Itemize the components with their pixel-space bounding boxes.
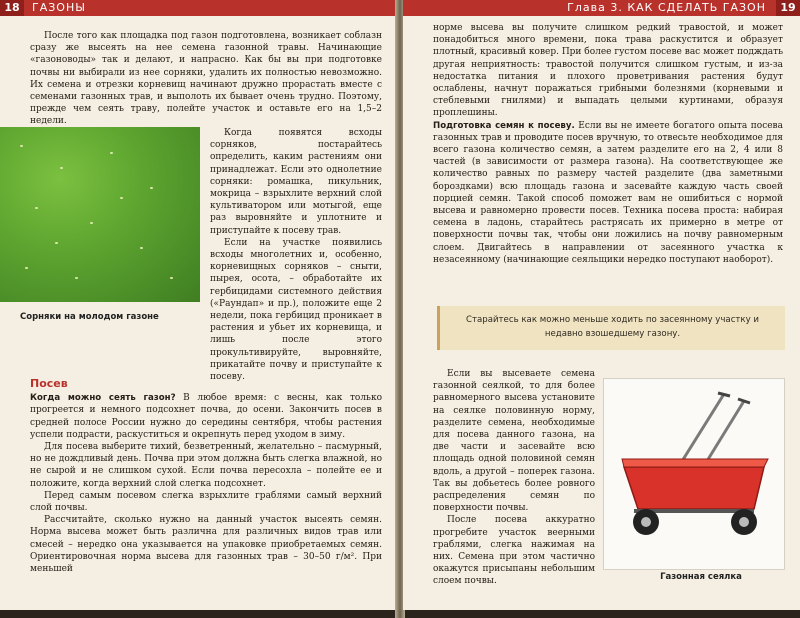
prep-paragraph — [433, 120, 783, 266]
left-header-title: ГАЗОНЫ — [32, 1, 86, 14]
continued-paragraph: норме высева вы получите слишком редкий травостой, и может понадобиться много времени, пока трава раскустится и образует плотный, красивый ковер. При более густом посеве вас может подждать другая неприятность: травостой получится слишком густым, и из-за недостатка питания и плохого проветривания растения будут ослаблены, начнут поражаться грибными болезнями (корневыми и стеблевыми гнилями) и выпадать целыми куртинами, образуя проплешины. — [433, 23, 783, 119]
right-page — [403, 0, 800, 610]
intro-text-block — [30, 30, 382, 128]
section-title-sowing: Посев — [30, 377, 68, 390]
left-page — [0, 0, 397, 610]
weeds-paragraph-2: Если на участке появились всходы многолетних и, особенно, корневищных сорняков – сныти, пырея, осота, – обработайте их гербицидами системного действия («Раундап» и пр.), положите еще 2 недели, пока гербицид проникает в растения и убьет их корневища, и лишь после этого прокультивируйте, выровняйте, прикатайте почву и приступайте к посеву. — [210, 237, 382, 383]
right-header-title: Глава 3. КАК СДЕЛАТЬ ГАЗОН — [567, 1, 766, 14]
right-page-header — [403, 0, 800, 16]
tip-box-text: Старайтесь как можно меньше ходить по засеянному участку и недавно взошедшему газону. — [465, 315, 760, 339]
weather-paragraph: Для посева выберите тихий, безветренный, желательно – пасмурный, но не дождливый день. Почва при этом должна быть слегка влажной, но не сырой и не слишком сухой. Если почва пересохла – полейте ее и положите, когда верхний слой слегка подсохнет. — [30, 442, 382, 489]
seeder-text-block — [433, 368, 595, 588]
right-text-block — [433, 22, 783, 266]
weeds-paragraph-1: Когда появятся всходы сорняков, постарайтесь определить, каким растениям они принадлежат. Если это однолетние сорняки: ромашка, пикульник, мокрица – взрыхлите верхний слой культиватором или мотыгой, еще раз выровняйте и уплотните и приступайте к посеву трав. — [210, 128, 382, 236]
lawn-photo — [0, 127, 200, 302]
seeder-icon — [604, 379, 784, 549]
before-sowing-paragraph: Перед самым посевом слегка взрыхлите граблями самый верхний слой почвы. — [30, 490, 382, 514]
seeder-paragraph: Если вы высеваете семена газонной сеялкой, то для более равномерного высева установите на сеялке половинную норму, разделите семена, необходимые для посева данного газона, на две части и засевайте всю площадь одной половиной семян вдоль, а другой – поперек газона. Так вы добьетесь более ровного распределения семян по поверхности почвы. — [433, 369, 595, 514]
question-paragraph — [30, 392, 382, 441]
left-page-header — [0, 0, 397, 16]
left-page-number: 18 — [0, 0, 24, 16]
after-sowing-paragraph: После посева аккуратно прогребите участок веерными граблями, слегка нажимая на них. Семена при этом частично окажутся присыпаны небольшим слоем почвы. — [433, 515, 595, 587]
question-answer: В любое время: с весны, как только прогреется и немного подсохнет почва, до осени. Закончить посев в средней полосе России нужно до середины сентября, чтобы растения успели подрасти, раскуститься и окрепнуть перед уходом в зиму. — [30, 393, 382, 440]
photo-caption: Сорняки на молодом газоне — [20, 312, 159, 322]
weeds-text-block — [210, 127, 382, 383]
question-bold: Когда можно сеять газон? — [30, 393, 176, 404]
lawn-seeder-illustration — [603, 378, 785, 570]
sowing-section — [30, 372, 382, 575]
seed-count-paragraph: Рассчитайте, сколько нужно на данный участок высеять семян. Норма высева может быть различна для различных видов трав или смесей – нередко она указывается на упаковке приобретаемых семян. Ориентировочная норма высева для газонных трав – 30–50 г/м². При меньшей — [30, 515, 382, 575]
intro-paragraph: После того как площадка под газон подготовлена, возникает соблазн сразу же высеять на нее семена газонной травы. Начинающие «газоноводы» так и делают, и напрасно. Как бы вы при подготовке почвы ни выбирали из нее сорняки, удалить их полностью невозможно. Их семена и отрезки корневищ начинают дружно прорастать вместе с семенами газонных трав, и выполоть их бывает очень трудно. Поэтому, прежде чем сеять траву, полейте участок и оставьте его на 1,5–2 недели. — [30, 31, 382, 127]
right-page-number: 19 — [776, 0, 800, 16]
tip-box — [437, 306, 785, 350]
prep-bold: Подготовка семян к посеву. — [433, 120, 575, 131]
seeder-caption: Газонная сеялка — [660, 572, 742, 582]
prep-text: Если вы не имеете богатого опыта посева газонных трав и проводите посев вручную, то отвесьте необходимое для всего газона количество семян, а затем разделите его на 2, 4 или 8 частей (в зависимости от размера газона). На соответствующее же количество равных по размеру частей разделите (два заметными бороздками) всю площадь газона и засевайте каждую часть своей порцией семян. Такой способ поможет вам не ошибиться с нормой высева и равномерно провести посев. Техника посева проста: набирая семена в ладонь, старайтесь растрясать их примерно в метре от поверхности почвы так, чтобы они ложились на почву равномерным слоем. Двигайтесь в направлении от засеянного участка к незасеянному (начинающие сеяльщики нередко поступают наоборот). — [433, 120, 783, 265]
